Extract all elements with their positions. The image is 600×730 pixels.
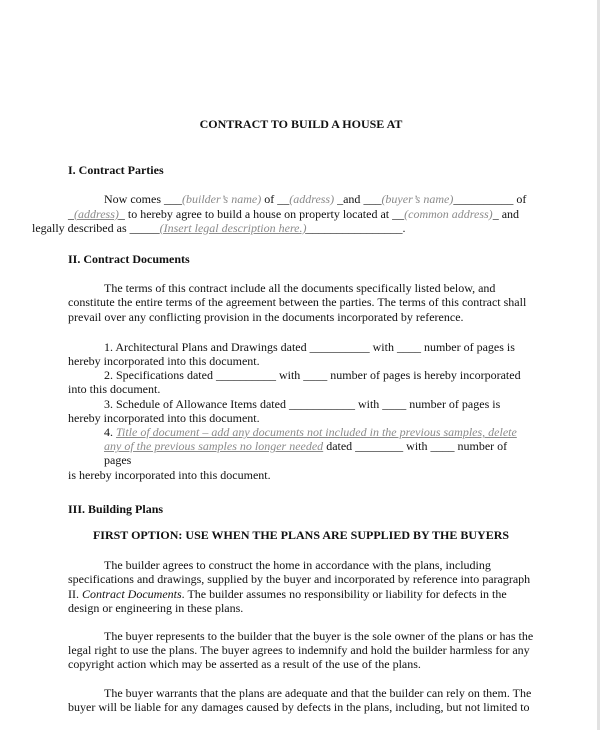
contract-parties-paragraph: Now comes ___(builder’s name) of __(address) _and ___(buyer’s name)__________ of _(address)_ to hereby agree to build a house on property located at __(common address)_ and legally described as _____(Insert legal description here.)________________.: [32, 192, 527, 235]
document-body: [32, 117, 534, 728]
list-item: 4. Title of document – add any documents not included in the previous samples, delete any of the previous samples no longer needed dated ________ with ____ number of pages: [104, 425, 517, 468]
building-plans-paragraph-2: The buyer represents to the builder that the buyer is the sole owner of the plans or has the legal right to use the plans. The buyer agrees to indemnify and hold the builder harmless for any copyright action which may be asserted as a result of the use of the plans.: [68, 629, 534, 672]
list-item: 2. Specifications dated __________ with ____ number of pages is hereby incorporated: [104, 368, 521, 383]
common-address-placeholder[interactable]: (common address): [404, 206, 493, 221]
builder-address-placeholder[interactable]: (address): [289, 192, 335, 207]
list-item-continuation: hereby incorporated into this document.: [68, 354, 260, 369]
building-plans-paragraph-3: The buyer warrants that the plans are adequate and that the builder can rely on them. The buyer will be liable for any damages caused by defects in the plans, including, but not limited to: [68, 685, 532, 714]
list-item-continuation: is hereby incorporated into this document.: [68, 467, 271, 482]
list-item: 1. Architectural Plans and Drawings dated __________ with ____ number of pages is: [104, 339, 515, 354]
document-title: CONTRACT TO BUILD A HOUSE AT: [199, 117, 403, 131]
document-list: [68, 339, 534, 482]
legal-description-placeholder[interactable]: (Insert legal description here.): [159, 220, 307, 235]
buyer-address-placeholder[interactable]: (address): [74, 206, 119, 221]
buyer-name-placeholder[interactable]: (buyer’s name): [381, 192, 454, 207]
first-option-subheading: FIRST OPTION: USE WHEN THE PLANS ARE SUPPLIED BY THE BUYERS: [92, 528, 510, 543]
section-heading-contract-documents: II. Contract Documents: [68, 252, 190, 267]
list-item-continuation: hereby incorporated into this document.: [68, 410, 260, 425]
list-item: 3. Schedule of Allowance Items dated ___________ with ____ number of pages is: [104, 396, 501, 411]
section-heading-contract-parties: I. Contract Parties: [68, 163, 164, 178]
building-plans-paragraph-1: The builder agrees to construct the home in accordance with the plans, including specifications and drawings, supplied by the buyer and incorporated by reference into paragraph II. Contract Documents. The builder assumes no responsibility or liability for defects in the design or engineering in these plans.: [68, 558, 531, 615]
list-item-continuation: into this document.: [68, 382, 161, 397]
section-heading-building-plans: III. Building Plans: [68, 501, 164, 516]
contract-documents-paragraph: The terms of this contract include all the documents specifically listed below, and constitute the entire terms of the agreement between the parties. The terms of this contract shall prevail over any conflicting provision in the documents incorporated by reference.: [68, 281, 527, 324]
document-title-placeholder[interactable]: Title of document – add any documents not included in the previous samples, delete any of the previous samples no longer needed: [104, 425, 517, 454]
builder-name-placeholder[interactable]: (builder’s name): [182, 192, 262, 207]
